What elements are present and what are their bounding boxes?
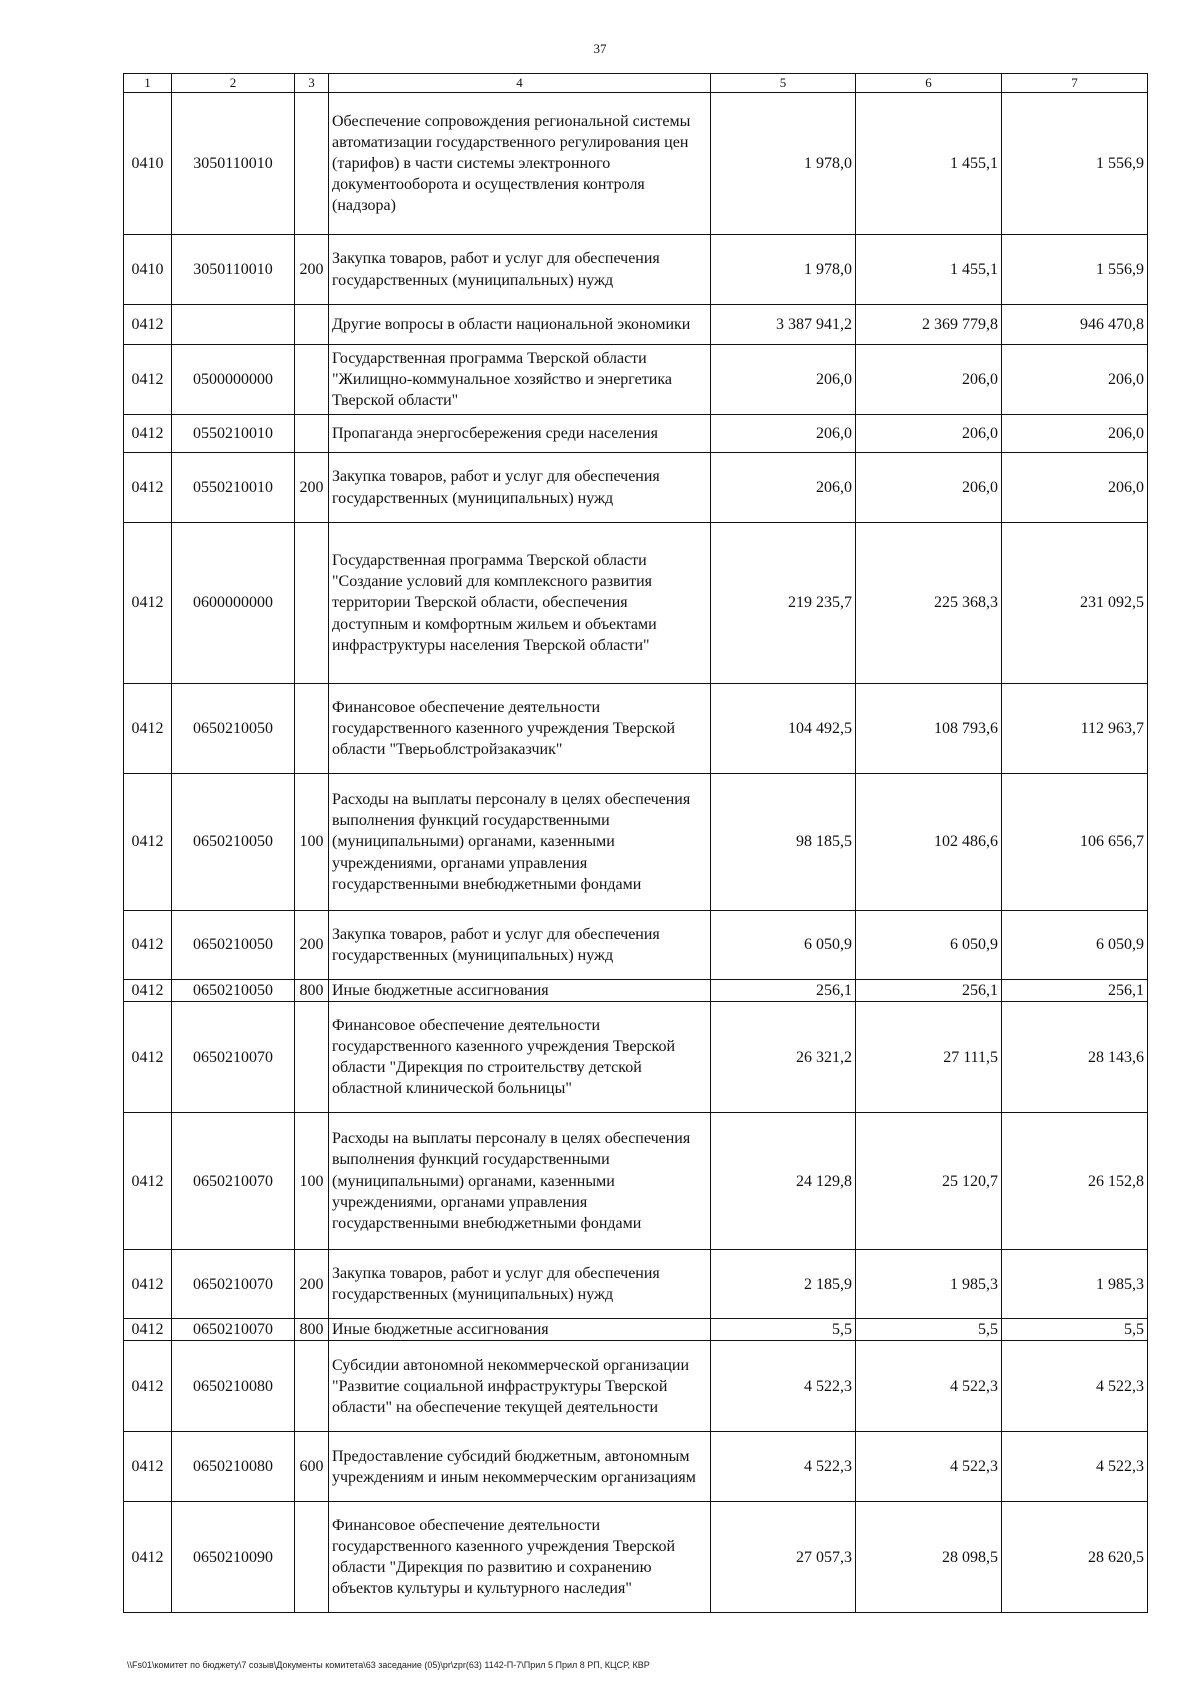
budget-table: [123, 73, 1148, 1613]
amount-cell-7: 28 620,5: [1002, 1502, 1148, 1613]
table-row: [124, 684, 1148, 774]
amount-cell-7: 256,1: [1002, 980, 1148, 1002]
amount-cell-6: 4 522,3: [856, 1341, 1002, 1432]
target-item-code-cell: 3050110010: [172, 93, 295, 235]
expense-type-code-cell: 800: [295, 980, 329, 1002]
amount-cell-5: 104 492,5: [711, 684, 856, 774]
column-header: 4: [329, 74, 711, 93]
expense-type-code-cell: [295, 415, 329, 453]
description-cell: Обеспечение сопровождения региональной системы автоматизации государственного регулирования цен (тарифов) в части системы электронного документооборота и осуществления контроля (надзора): [329, 93, 711, 235]
section-code-cell: 0410: [124, 93, 172, 235]
amount-cell-7: 946 470,8: [1002, 305, 1148, 345]
column-number-row: [124, 74, 1148, 93]
amount-cell-5: 24 129,8: [711, 1113, 856, 1250]
amount-cell-7: 4 522,3: [1002, 1432, 1148, 1502]
column-header: 2: [172, 74, 295, 93]
amount-cell-7: 206,0: [1002, 453, 1148, 523]
amount-cell-6: 1 985,3: [856, 1250, 1002, 1319]
description-cell: Субсидии автономной некоммерческой организации "Развитие социальной инфраструктуры Тверской области" на обеспечение текущей деятельности: [329, 1341, 711, 1432]
section-code-cell: 0412: [124, 1250, 172, 1319]
amount-cell-6: 225 368,3: [856, 523, 1002, 684]
expense-type-code-cell: [295, 684, 329, 774]
amount-cell-7: 5,5: [1002, 1319, 1148, 1341]
table-row: [124, 1002, 1148, 1113]
amount-cell-6: 6 050,9: [856, 911, 1002, 980]
target-item-code-cell: 0500000000: [172, 345, 295, 415]
amount-cell-5: 206,0: [711, 453, 856, 523]
table-row: [124, 523, 1148, 684]
description-cell: Финансовое обеспечение деятельности государственного казенного учреждения Тверской области "Дирекция по развитию и сохранению объектов культуры и культурного наследия": [329, 1502, 711, 1613]
expense-type-code-cell: [295, 345, 329, 415]
amount-cell-5: 1 978,0: [711, 235, 856, 305]
amount-cell-5: 4 522,3: [711, 1432, 856, 1502]
column-header: 3: [295, 74, 329, 93]
target-item-code-cell: 0650210050: [172, 774, 295, 911]
expense-type-code-cell: 100: [295, 774, 329, 911]
section-code-cell: 0412: [124, 684, 172, 774]
description-cell: Пропаганда энергосбережения среди населения: [329, 415, 711, 453]
target-item-code-cell: [172, 305, 295, 345]
amount-cell-7: 112 963,7: [1002, 684, 1148, 774]
expense-type-code-cell: 200: [295, 235, 329, 305]
column-header: 6: [856, 74, 1002, 93]
target-item-code-cell: 0550210010: [172, 415, 295, 453]
amount-cell-5: 206,0: [711, 345, 856, 415]
amount-cell-6: 27 111,5: [856, 1002, 1002, 1113]
amount-cell-6: 1 455,1: [856, 235, 1002, 305]
target-item-code-cell: 0650210070: [172, 1002, 295, 1113]
amount-cell-6: 4 522,3: [856, 1432, 1002, 1502]
table-body: [124, 93, 1148, 1613]
description-cell: Финансовое обеспечение деятельности государственного казенного учреждения Тверской области "Тверьоблстройзаказчик": [329, 684, 711, 774]
amount-cell-6: 256,1: [856, 980, 1002, 1002]
amount-cell-7: 4 522,3: [1002, 1341, 1148, 1432]
column-header: 7: [1002, 74, 1148, 93]
amount-cell-5: 3 387 941,2: [711, 305, 856, 345]
amount-cell-5: 256,1: [711, 980, 856, 1002]
target-item-code-cell: 0650210050: [172, 911, 295, 980]
table-row: [124, 774, 1148, 911]
target-item-code-cell: 0650210080: [172, 1341, 295, 1432]
section-code-cell: 0412: [124, 345, 172, 415]
expense-type-code-cell: 200: [295, 1250, 329, 1319]
expense-type-code-cell: 600: [295, 1432, 329, 1502]
amount-cell-5: 2 185,9: [711, 1250, 856, 1319]
description-cell: Другие вопросы в области национальной экономики: [329, 305, 711, 345]
amount-cell-7: 231 092,5: [1002, 523, 1148, 684]
section-code-cell: 0412: [124, 415, 172, 453]
table-row: [124, 345, 1148, 415]
table-row: [124, 93, 1148, 235]
amount-cell-5: 26 321,2: [711, 1002, 856, 1113]
table-row: [124, 1432, 1148, 1502]
expense-type-code-cell: [295, 1002, 329, 1113]
section-code-cell: 0412: [124, 1341, 172, 1432]
section-code-cell: 0412: [124, 305, 172, 345]
expense-type-code-cell: [295, 305, 329, 345]
description-cell: Иные бюджетные ассигнования: [329, 980, 711, 1002]
amount-cell-7: 6 050,9: [1002, 911, 1148, 980]
expense-type-code-cell: [295, 1341, 329, 1432]
description-cell: Закупка товаров, работ и услуг для обеспечения государственных (муниципальных) нужд: [329, 235, 711, 305]
column-header: 5: [711, 74, 856, 93]
section-code-cell: 0412: [124, 980, 172, 1002]
table-row: [124, 1113, 1148, 1250]
description-cell: Иные бюджетные ассигнования: [329, 1319, 711, 1341]
description-cell: Расходы на выплаты персоналу в целях обеспечения выполнения функций государственными (муниципальными) органами, казенными учреждениями, органами управления государственными внебюджетными фондами: [329, 1113, 711, 1250]
amount-cell-5: 5,5: [711, 1319, 856, 1341]
target-item-code-cell: 0650210070: [172, 1319, 295, 1341]
amount-cell-6: 206,0: [856, 453, 1002, 523]
target-item-code-cell: 0650210050: [172, 980, 295, 1002]
target-item-code-cell: 3050110010: [172, 235, 295, 305]
description-cell: Государственная программа Тверской области "Создание условий для комплексного развития территории Тверской области, обеспечения доступным и комфортным жильем и объектами инфраструктуры населения Тверской области": [329, 523, 711, 684]
description-cell: Финансовое обеспечение деятельности государственного казенного учреждения Тверской области "Дирекция по строительству детской областной клинической больницы": [329, 1002, 711, 1113]
section-code-cell: 0412: [124, 774, 172, 911]
section-code-cell: 0412: [124, 911, 172, 980]
description-cell: Предоставление субсидий бюджетным, автономным учреждениям и иным некоммерческим организациям: [329, 1432, 711, 1502]
amount-cell-6: 5,5: [856, 1319, 1002, 1341]
expense-type-code-cell: [295, 523, 329, 684]
file-path-footer: \\Fs01\комитет по бюджету\7 созыв\Документы комитета\63 заседание (05)\pr\zpr(63) 1142-П-7\Прил 5 Прил 8 РП, КЦСР, КВР: [127, 1660, 650, 1670]
amount-cell-5: 206,0: [711, 415, 856, 453]
table-row: [124, 1250, 1148, 1319]
expense-type-code-cell: 200: [295, 453, 329, 523]
amount-cell-7: 1 985,3: [1002, 1250, 1148, 1319]
expense-type-code-cell: 200: [295, 911, 329, 980]
description-cell: Закупка товаров, работ и услуг для обеспечения государственных (муниципальных) нужд: [329, 453, 711, 523]
target-item-code-cell: 0650210080: [172, 1432, 295, 1502]
amount-cell-7: 28 143,6: [1002, 1002, 1148, 1113]
amount-cell-5: 4 522,3: [711, 1341, 856, 1432]
section-code-cell: 0412: [124, 1113, 172, 1250]
expense-type-code-cell: 100: [295, 1113, 329, 1250]
amount-cell-6: 25 120,7: [856, 1113, 1002, 1250]
amount-cell-6: 28 098,5: [856, 1502, 1002, 1613]
target-item-code-cell: 0650210070: [172, 1113, 295, 1250]
description-cell: Закупка товаров, работ и услуг для обеспечения государственных (муниципальных) нужд: [329, 911, 711, 980]
target-item-code-cell: 0650210090: [172, 1502, 295, 1613]
target-item-code-cell: 0550210010: [172, 453, 295, 523]
amount-cell-6: 108 793,6: [856, 684, 1002, 774]
amount-cell-5: 219 235,7: [711, 523, 856, 684]
amount-cell-7: 1 556,9: [1002, 235, 1148, 305]
page-number: 37: [593, 41, 607, 56]
amount-cell-6: 2 369 779,8: [856, 305, 1002, 345]
amount-cell-5: 27 057,3: [711, 1502, 856, 1613]
amount-cell-7: 26 152,8: [1002, 1113, 1148, 1250]
amount-cell-6: 206,0: [856, 345, 1002, 415]
description-cell: Закупка товаров, работ и услуг для обеспечения государственных (муниципальных) нужд: [329, 1250, 711, 1319]
section-code-cell: 0412: [124, 1432, 172, 1502]
expense-type-code-cell: [295, 93, 329, 235]
table-row: [124, 1341, 1148, 1432]
column-header: 1: [124, 74, 172, 93]
amount-cell-6: 206,0: [856, 415, 1002, 453]
section-code-cell: 0412: [124, 1002, 172, 1113]
section-code-cell: 0412: [124, 523, 172, 684]
table-row: [124, 980, 1148, 1002]
expense-type-code-cell: [295, 1502, 329, 1613]
table-row: [124, 453, 1148, 523]
amount-cell-5: 6 050,9: [711, 911, 856, 980]
table-row: [124, 235, 1148, 305]
expense-type-code-cell: 800: [295, 1319, 329, 1341]
description-cell: Расходы на выплаты персоналу в целях обеспечения выполнения функций государственными (муниципальными) органами, казенными учреждениями, органами управления государственными внебюджетными фондами: [329, 774, 711, 911]
amount-cell-7: 206,0: [1002, 345, 1148, 415]
table-row: [124, 911, 1148, 980]
amount-cell-6: 102 486,6: [856, 774, 1002, 911]
target-item-code-cell: 0650210050: [172, 684, 295, 774]
section-code-cell: 0412: [124, 1502, 172, 1613]
description-cell: Государственная программа Тверской области "Жилищно-коммунальное хозяйство и энергетика Тверской области": [329, 345, 711, 415]
table-row: [124, 1319, 1148, 1341]
amount-cell-7: 1 556,9: [1002, 93, 1148, 235]
amount-cell-5: 98 185,5: [711, 774, 856, 911]
table-row: [124, 415, 1148, 453]
section-code-cell: 0412: [124, 1319, 172, 1341]
amount-cell-6: 1 455,1: [856, 93, 1002, 235]
section-code-cell: 0410: [124, 235, 172, 305]
table-row: [124, 1502, 1148, 1613]
amount-cell-7: 206,0: [1002, 415, 1148, 453]
amount-cell-7: 106 656,7: [1002, 774, 1148, 911]
section-code-cell: 0412: [124, 453, 172, 523]
table-row: [124, 305, 1148, 345]
target-item-code-cell: 0600000000: [172, 523, 295, 684]
target-item-code-cell: 0650210070: [172, 1250, 295, 1319]
amount-cell-5: 1 978,0: [711, 93, 856, 235]
